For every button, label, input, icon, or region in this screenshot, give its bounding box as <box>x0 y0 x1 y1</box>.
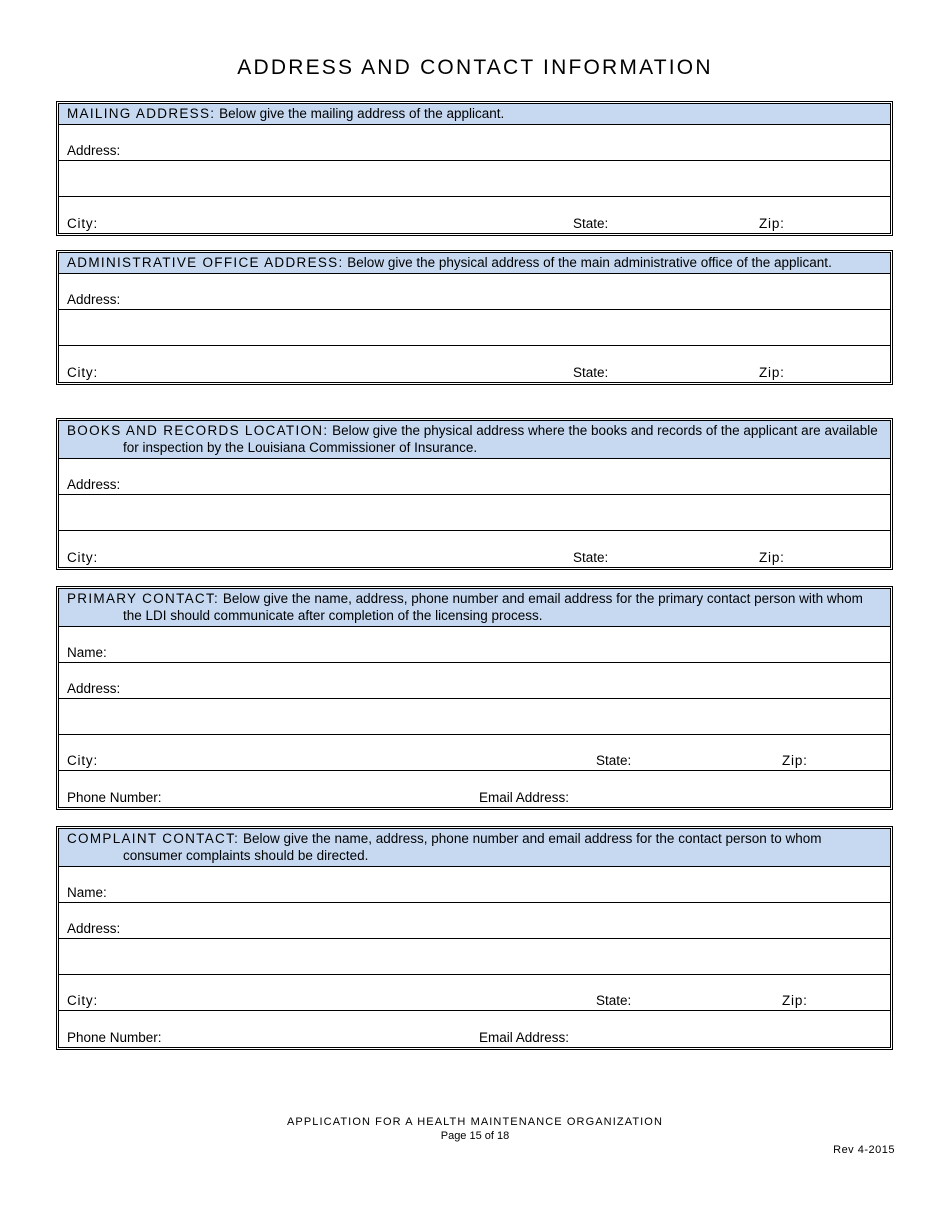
address-line-2-field[interactable] <box>59 939 890 975</box>
state-label: State: <box>596 753 632 768</box>
section-label: ADMINISTRATIVE OFFICE ADDRESS: <box>67 255 344 270</box>
zip-label: Zip: <box>782 993 808 1008</box>
address-field[interactable] <box>59 274 890 310</box>
section-header <box>59 104 890 125</box>
address-field[interactable] <box>59 903 890 939</box>
phone-email-row[interactable] <box>59 1011 890 1047</box>
name-label: Name: <box>67 885 107 900</box>
address-line-2-field[interactable] <box>59 495 890 531</box>
address-line-2-field[interactable] <box>59 161 890 197</box>
section-description: Below give the name, address, phone number and email address for the contact person to whom consumer complaints should be directed. <box>123 831 822 863</box>
footer-doc-title: APPLICATION FOR A HEALTH MAINTENANCE ORGANIZATION <box>287 1116 663 1128</box>
mailing-address-section <box>56 101 893 236</box>
phone-email-row[interactable] <box>59 771 890 807</box>
city-state-zip-row[interactable] <box>59 531 890 567</box>
address-line-2-field[interactable] <box>59 699 890 735</box>
section-description: Below give the physical address where the books and records of the applicant are available for inspection by the Louisiana Commissioner of Insurance. <box>123 423 878 455</box>
address-line-2-field[interactable] <box>59 310 890 346</box>
name-field[interactable] <box>59 867 890 903</box>
zip-label: Zip: <box>782 753 808 768</box>
zip-label: Zip: <box>759 216 785 231</box>
address-field[interactable] <box>59 459 890 495</box>
city-label: City: <box>67 753 98 768</box>
address-label: Address: <box>67 921 121 936</box>
page-title: ADDRESS AND CONTACT INFORMATION <box>237 56 713 79</box>
phone-label: Phone Number: <box>67 1030 162 1045</box>
name-label: Name: <box>67 645 107 660</box>
state-label: State: <box>573 550 609 565</box>
footer-page-number: Page 15 of 18 <box>440 1130 510 1142</box>
city-label: City: <box>67 216 98 231</box>
city-label: City: <box>67 993 98 1008</box>
state-label: State: <box>573 365 609 380</box>
state-label: State: <box>573 216 609 231</box>
primary-contact-section <box>56 586 893 810</box>
complaint-contact-section <box>56 826 893 1050</box>
section-description: Below give the mailing address of the applicant. <box>219 106 505 121</box>
email-label: Email Address: <box>479 790 570 805</box>
zip-label: Zip: <box>759 365 785 380</box>
section-header <box>59 829 890 867</box>
city-state-zip-row[interactable] <box>59 346 890 382</box>
address-field[interactable] <box>59 125 890 161</box>
section-label: PRIMARY CONTACT: <box>67 591 220 606</box>
city-label: City: <box>67 550 98 565</box>
email-label: Email Address: <box>479 1030 570 1045</box>
admin-office-section <box>56 250 893 385</box>
section-description: Below give the physical address of the main administrative office of the applicant. <box>347 255 832 270</box>
address-field[interactable] <box>59 663 890 699</box>
zip-label: Zip: <box>759 550 785 565</box>
city-label: City: <box>67 365 98 380</box>
address-label: Address: <box>67 292 121 307</box>
address-label: Address: <box>67 477 121 492</box>
section-label: COMPLAINT CONTACT: <box>67 831 240 846</box>
city-state-zip-row[interactable] <box>59 735 890 771</box>
address-label: Address: <box>67 681 121 696</box>
section-label: MAILING ADDRESS: <box>67 106 216 121</box>
footer-revision: Rev 4-2015 <box>833 1144 895 1156</box>
address-label: Address: <box>67 143 121 158</box>
state-label: State: <box>596 993 632 1008</box>
section-header <box>59 421 890 459</box>
phone-label: Phone Number: <box>67 790 162 805</box>
books-records-section <box>56 418 893 570</box>
name-field[interactable] <box>59 627 890 663</box>
city-state-zip-row[interactable] <box>59 975 890 1011</box>
city-state-zip-row[interactable] <box>59 197 890 233</box>
section-description: Below give the name, address, phone number and email address for the primary contact person with whom the LDI should communicate after completion of the licensing process. <box>123 591 863 623</box>
section-label: BOOKS AND RECORDS LOCATION: <box>67 423 329 438</box>
section-header <box>59 589 890 627</box>
section-header <box>59 253 890 274</box>
